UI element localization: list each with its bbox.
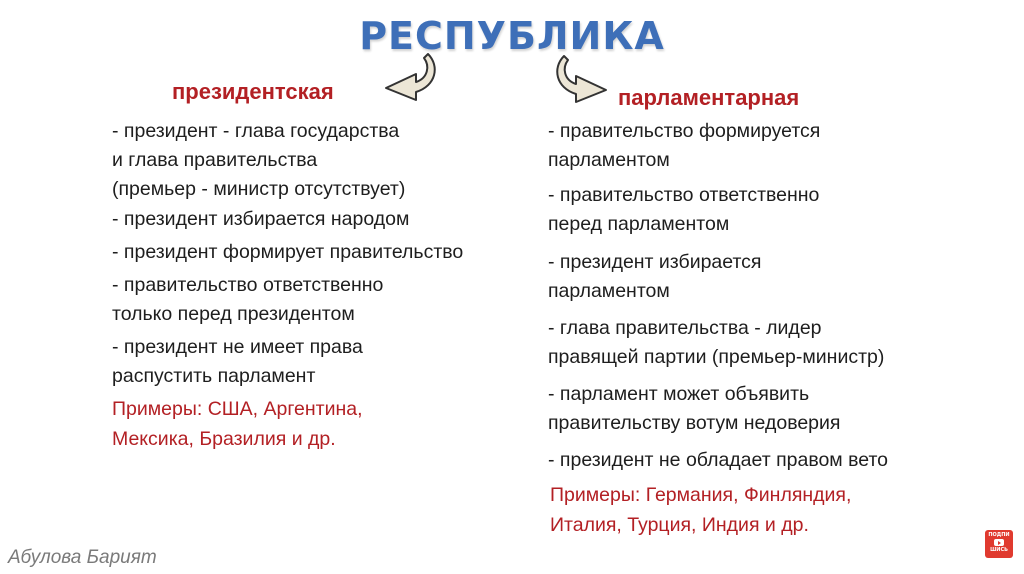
curved-arrow-left-icon [380,52,442,108]
presidential-examples [112,394,363,454]
list-item-line: - правительство ответственно [112,274,384,296]
list-item-line: парламентом [548,149,670,171]
list-item [548,181,819,239]
list-item-line: - президент не обладает правом вето [548,449,889,471]
list-item-line: парламентом [548,280,670,302]
list-item [112,271,383,329]
list-item [112,238,463,267]
list-item [112,205,409,234]
list-item [112,333,363,391]
page-title: РЕСПУБЛИКА [359,14,665,58]
list-item-line: - парламент может объявить [548,383,810,405]
list-item-line: - президент избирается [548,251,762,273]
list-item-line: (премьер - министр отсутствует) [112,178,406,200]
play-icon [994,539,1004,546]
list-item [548,248,762,306]
list-item-line: - правительство ответственно [548,184,820,206]
examples-line: Италия, Турция, Индия и др. [550,514,809,536]
list-item [112,117,405,204]
examples-line: Примеры: США, Аргентина, [112,398,363,420]
list-item-line: - президент формирует правительство [112,241,464,263]
list-item-line: - глава правительства - лидер [548,317,822,339]
list-item-line: распустить парламент [112,365,316,387]
list-item-line: правящей партии (премьер-министр) [548,346,885,368]
list-item-line: - президент - глава государства [112,120,400,142]
list-item [548,117,820,175]
list-item-line: - президент не имеет права [112,336,363,358]
list-item [548,314,884,372]
list-item-line: - правительство формируется [548,120,821,142]
presidential-heading: президентская [172,79,334,104]
examples-line: Примеры: Германия, Финляндия, [550,484,852,506]
list-item [548,380,840,438]
list-item-line: - президент избирается народом [112,208,410,230]
list-item [548,446,888,475]
list-item-line: только перед президентом [112,303,355,325]
list-item-line: правительству вотум недоверия [548,412,841,434]
author-signature: Абулова Барият [8,547,157,568]
badge-text-bottom: ШИСЬ [990,547,1008,553]
list-item-line: перед парламентом [548,213,730,235]
list-item-line: и глава правительства [112,149,318,171]
parliamentary-heading: парламентарная [618,85,800,110]
parliamentary-examples [550,480,851,540]
badge-text-top: ПОДПИ [988,532,1010,538]
curved-arrow-right-icon [550,54,612,110]
subscribe-badge-icon[interactable] [985,530,1013,558]
examples-line: Мексика, Бразилия и др. [112,428,336,450]
